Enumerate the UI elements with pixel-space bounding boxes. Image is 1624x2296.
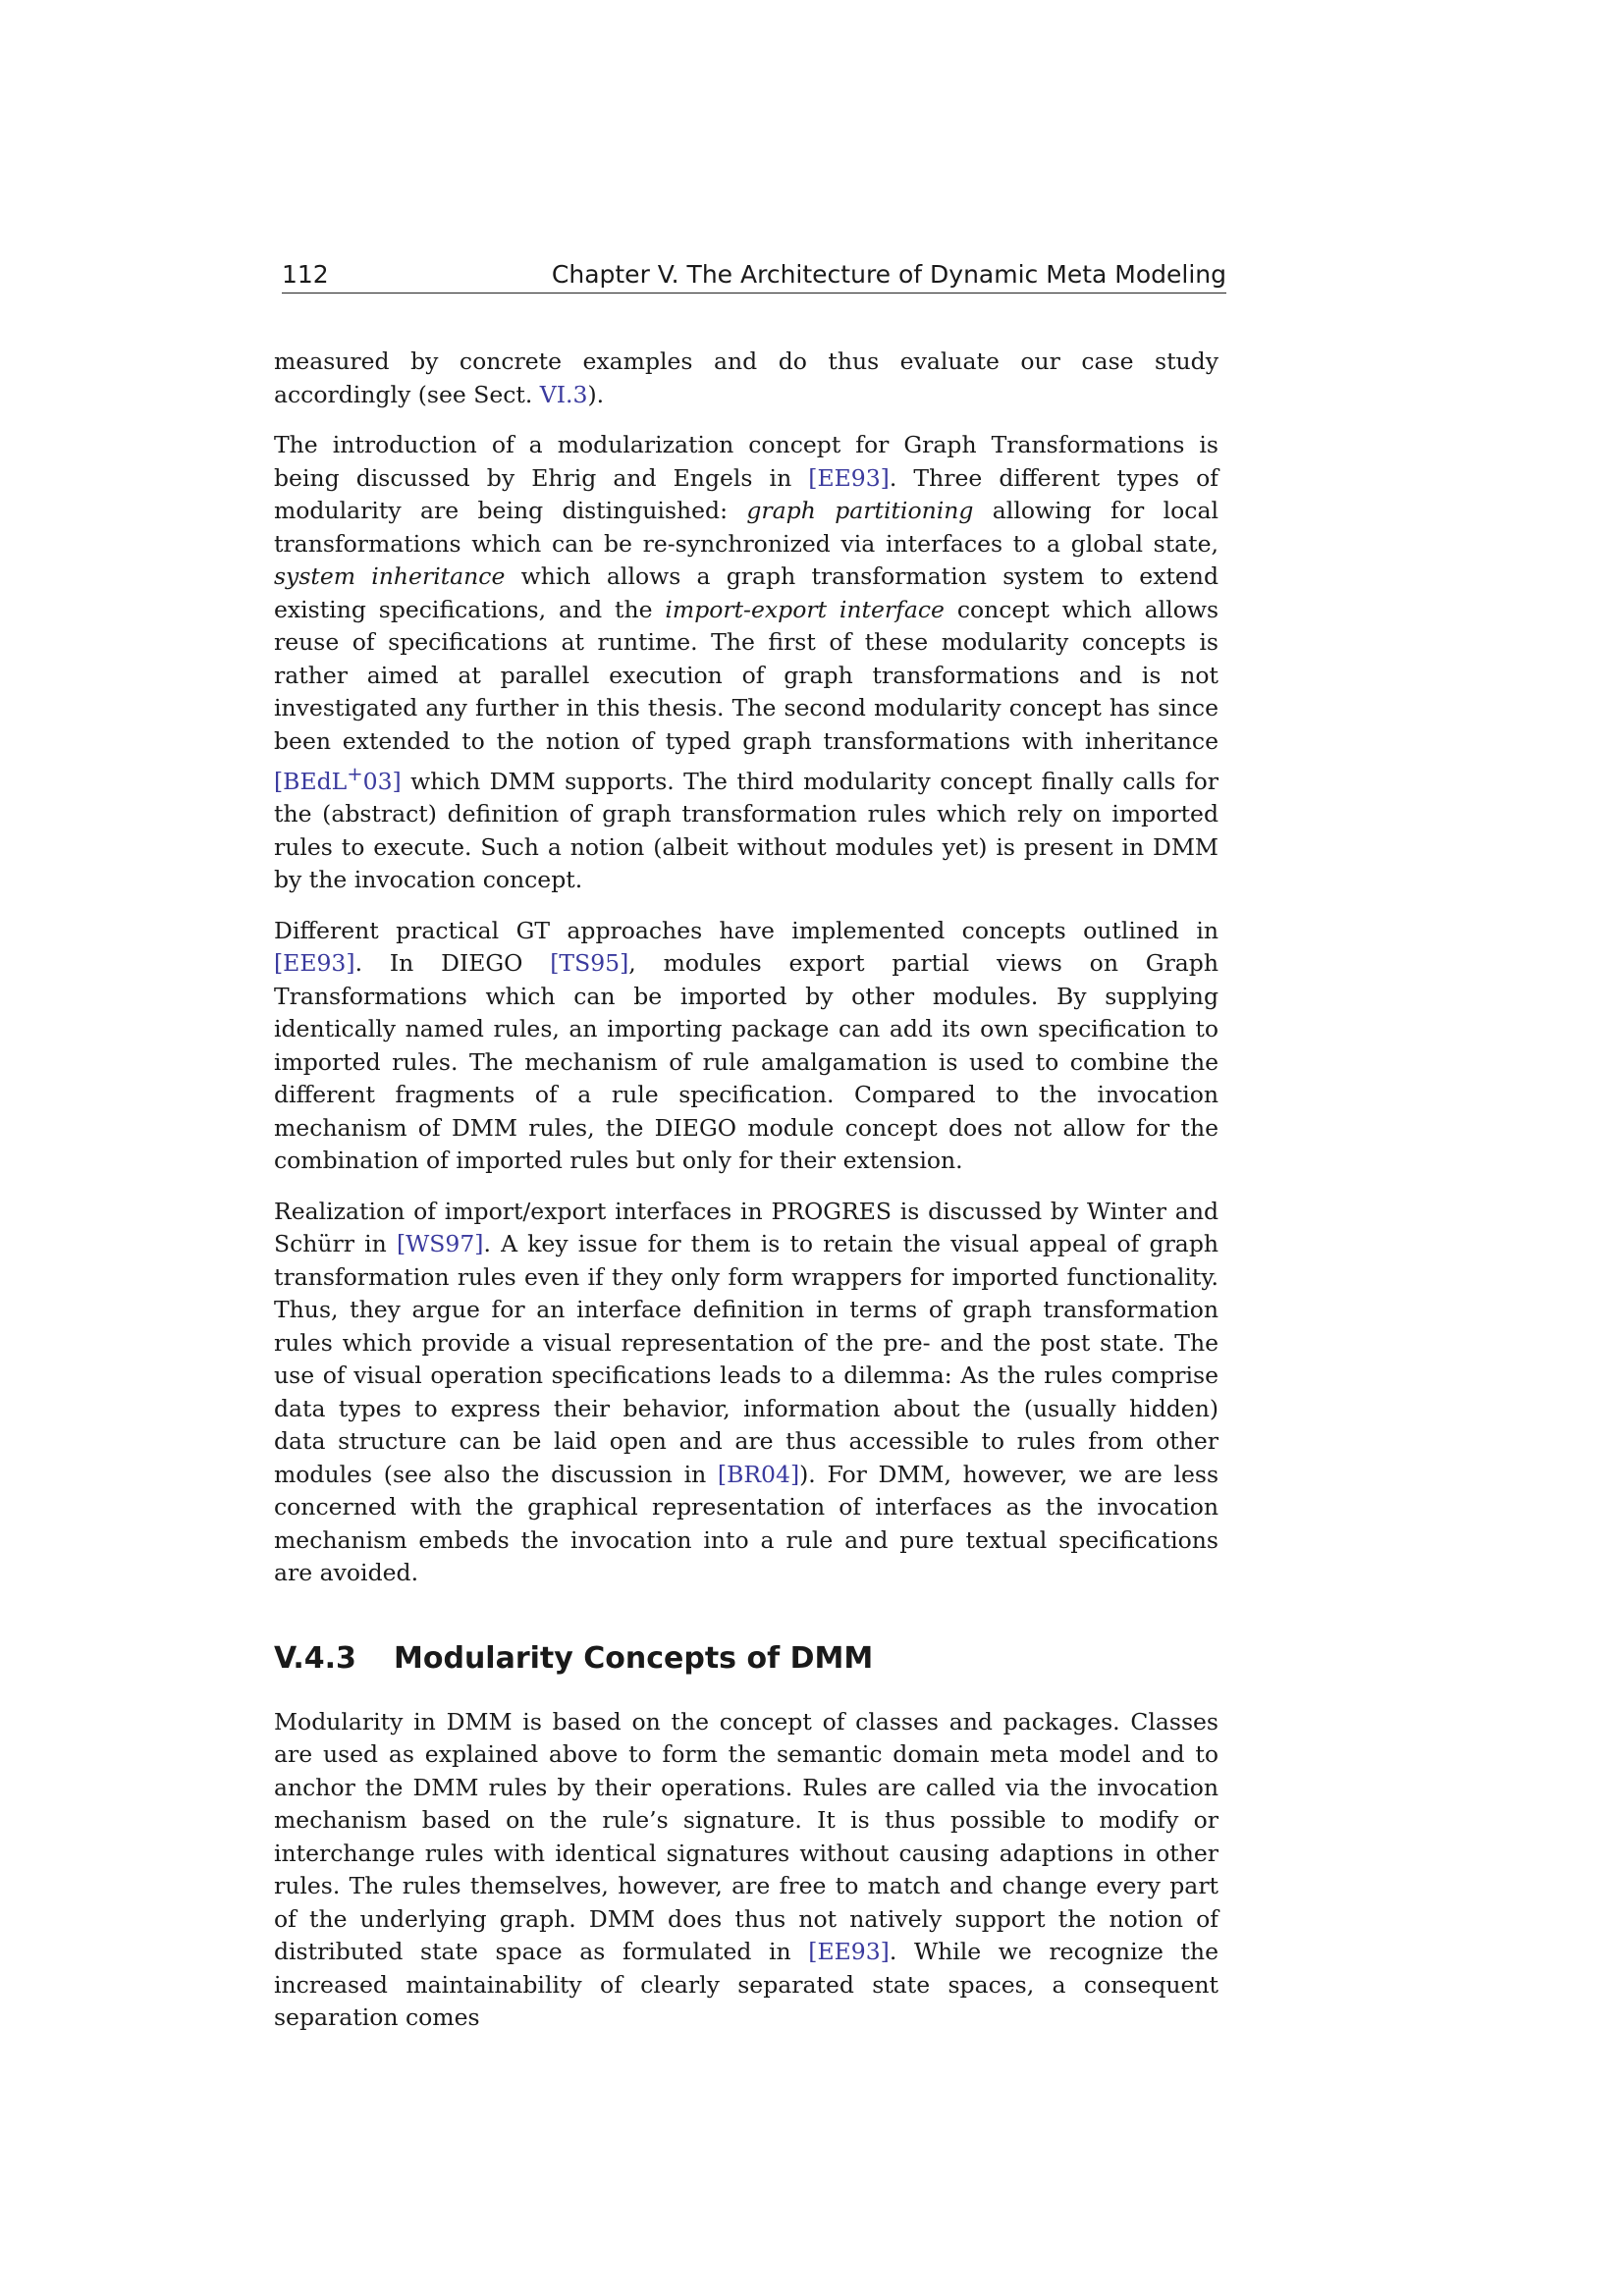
running-header xyxy=(282,257,1226,294)
term-graph-partitioning: graph partitioning xyxy=(746,497,974,524)
citation-ee93[interactable]: [EE93] xyxy=(808,463,890,492)
section-heading xyxy=(274,1639,1218,1679)
citation-ts95[interactable]: [TS95] xyxy=(550,949,629,978)
citation-ee93[interactable]: [EE93] xyxy=(274,949,355,978)
paragraph-1: measured by concrete examples and do thus evaluate our case study accordingly (see Sect. VI.3). xyxy=(274,347,1218,408)
citation-bedl03[interactable]: [BEdL+03] xyxy=(274,763,402,795)
section-link-vi3[interactable]: VI.3 xyxy=(539,380,588,408)
citation-ws97[interactable]: [WS97] xyxy=(396,1230,484,1258)
term-system-inheritance: system inheritance xyxy=(274,562,506,590)
citation-ee93[interactable]: [EE93] xyxy=(808,1938,890,1966)
paragraph-3: Different practical GT approaches have implemented concepts outlined in [EE93]. In DIEGO [TS95], modules export partial views on Graph Transformations which can be imported by other modules. By supplying identically named rules, an importing package can add its own specification to imported rules. The mechanism of rule amalgamation is used to combine the different fragments of a rule specification. Compared to the invocation mechanism of DMM rules, the DIEGO module concept does not allow for the combination of imported rules but only for their extension. xyxy=(274,916,1218,1175)
chapter-title: Chapter V. The Architecture of Dynamic Meta Modeling xyxy=(551,260,1226,289)
body-text xyxy=(274,346,1218,2053)
paragraph-4: Realization of import/export interfaces in PROGRES is discussed by Winter and Schürr in [WS97]. A key issue for them is to retain the visual appeal of graph transformation rules even if they only form wrappers for imported functionality. Thus, they argue for an interface definition in terms of graph transformation rules which provide a visual representation of the pre- and the post state. The use of visual operation specifications leads to a dilemma: As the rules comprise data types to express their behavior, information about the (usually hidden) data structure can be laid open and are thus accessible to rules from other modules (see also the discussion in [BR04]). For DMM, however, we are less concerned with the graphical representation of interfaces as the invocation mechanism embeds the invocation into a rule and pure textual specifications are avoided. xyxy=(274,1197,1218,1587)
paragraph-5: Modularity in DMM is based on the concept of classes and packages. Classes are used as explained above to form the semantic domain meta model and to anchor the DMM rules by their operations. Rules are called via the invocation mechanism based on the rule’s signature. It is thus possible to modify or interchange rules with identical signatures without causing adaptions in other rules. The rules themselves, however, are free to match and change every part of the underlying graph. DMM does thus not natively support the notion of distributed state space as formulated in [EE93]. While we recognize the increased maintainability of clearly separated state spaces, a consequent separation comes xyxy=(274,1707,1218,2032)
citation-br04[interactable]: [BR04] xyxy=(717,1460,800,1488)
section-number: V.4.3 xyxy=(274,1640,356,1676)
section-title: Modularity Concepts of DMM xyxy=(394,1640,874,1676)
term-import-export-interface: import-export interface xyxy=(665,595,945,623)
page-number: 112 xyxy=(282,260,329,289)
paragraph-2: The introduction of a modularization concept for Graph Transformations is being discussed by Ehrig and Engels in [EE93]. Three different types of modularity are being distinguished: graph partitioning allowing for local transformations which can be re-synchronized via interfaces to a global state, system inheritance which allows a graph transformation system to extend existing specifications, and the import-export interface concept which allows reuse of specifications at runtime. The first of these modularity concepts is rather aimed at parallel execution of graph transformations and is not investigated any further in this thesis. The second modularity concept has since been extended to the notion of typed graph transformations with inheritance [BEdL+03] which DMM supports. The third modularity concept finally calls for the (abstract) definition of graph transformation rules which rely on imported rules to execute. Such a notion (albeit without modules yet) is present in DMM by the invocation concept. xyxy=(274,431,1219,894)
